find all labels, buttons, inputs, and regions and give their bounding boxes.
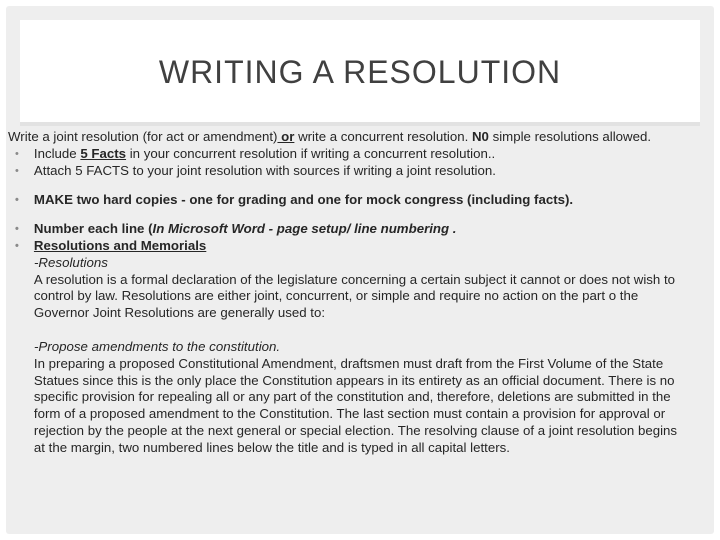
intro-text-2: write a concurrent resolution. bbox=[294, 129, 472, 144]
para2-line: Statues since this is the only place the Constitution appears in its entirety as an official document. There is no bbox=[33, 372, 675, 388]
copies-text: MAKE two hard copies - one for grading and one for mock congress (including facts). bbox=[33, 192, 574, 208]
para2-line: rejection by the people at the next general or special election. The resolving clause of a joint resolution begins bbox=[33, 422, 678, 438]
bullet-resolutions-memorials bbox=[8, 238, 712, 255]
para1-line: Governor Joint Resolutions are generally used to: bbox=[33, 305, 326, 321]
intro-or: or bbox=[277, 129, 295, 144]
propose-label: -Propose amendments to the constitution. bbox=[34, 338, 281, 354]
bullet-include-facts bbox=[8, 146, 712, 163]
include-post: in your concurrent resolution if writing a concurrent resolution.. bbox=[126, 145, 496, 161]
para2-line: specific provision for repealing all or any part of the constitution and, therefore, deletions are submitted in the bbox=[33, 389, 671, 405]
intro-text-1: Write a joint resolution (for act or amendment) bbox=[8, 129, 278, 144]
intro-n0: N0 bbox=[471, 129, 489, 144]
para2-line: form of a proposed amendment to the Constitution. The last section must contain a provision for approval or bbox=[33, 406, 666, 422]
slide-body bbox=[8, 129, 714, 457]
intro-text-3: simple resolutions allowed. bbox=[488, 129, 652, 144]
number-pre: Number each line ( bbox=[33, 221, 153, 237]
para2-line: at the margin, two numbered lines below the title and is typed in all capital letters. bbox=[33, 439, 510, 455]
bullet-attach-facts bbox=[8, 163, 712, 180]
slide-title: WRITING A RESOLUTION bbox=[158, 54, 562, 90]
para1-line: control by law. Resolutions are either joint, concurrent, or simple and require no action on the part o the bbox=[33, 288, 639, 304]
include-pre: Include bbox=[33, 145, 81, 161]
attach-text: Attach 5 FACTS to your joint resolution with sources if writing a joint resolution. bbox=[33, 162, 496, 178]
title-box bbox=[20, 20, 700, 126]
para1-line: A resolution is a formal declaration of the legislature concerning a certain subject it cannot or does not wish to bbox=[33, 271, 676, 287]
para2-line: In preparing a proposed Constitutional Amendment, draftsmen must draft from the First Volume of the State bbox=[33, 355, 664, 371]
bullet-hard-copies bbox=[8, 192, 712, 209]
resolutions-heading: Resolutions and Memorials bbox=[33, 237, 207, 253]
include-facts: 5 Facts bbox=[80, 145, 127, 161]
resolutions-label: -Resolutions bbox=[34, 254, 108, 270]
intro-line bbox=[8, 129, 712, 146]
bullet-number-lines bbox=[8, 221, 712, 238]
number-italic: In Microsoft Word - page setup/ line numbering . bbox=[152, 221, 457, 237]
